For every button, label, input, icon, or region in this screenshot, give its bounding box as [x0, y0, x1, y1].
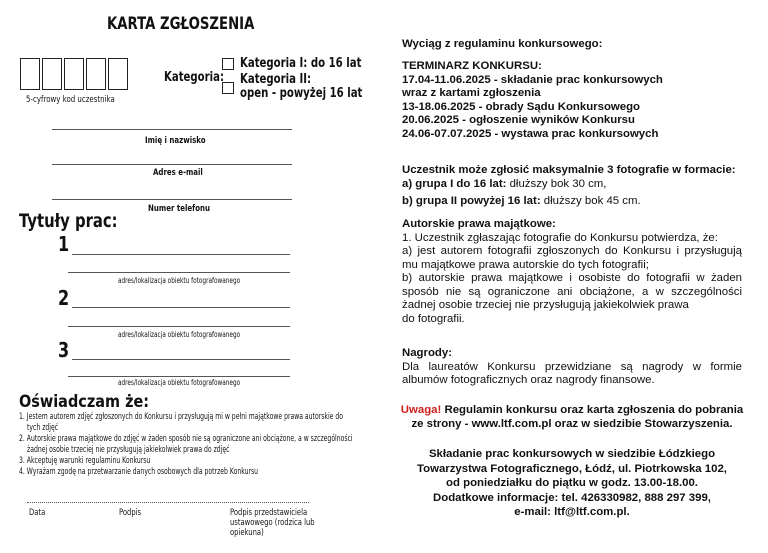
contact-line-1: Składanie prac konkursowych w siedzibie Łódzkiego: [428, 448, 716, 460]
contact-block: [398, 447, 746, 520]
phone-label: Numer telefonu: [148, 204, 211, 214]
rules-intro: Wyciąg z regulaminu konkursowego:: [402, 38, 603, 50]
contact-line-4: Dodatkowe informacje: tel. 426330982, 888 297 399,: [433, 491, 711, 504]
category-label: Kategoria:: [164, 70, 225, 85]
code-label: 5-cyfrowy kod uczestnika: [26, 95, 115, 105]
sig-guardian-label-3: opiekuna): [230, 528, 264, 538]
category-2-checkbox[interactable]: [222, 82, 234, 94]
code-digit-box-1[interactable]: [20, 58, 40, 90]
contact-line-3: od poniedziałku do piątku w godz. 13.00-18.00.: [446, 477, 698, 489]
copyright-p2: a) jest autorem fotografii zgłoszonych do Konkursu i przysługują mu majątkowe prawa autorskie do tych fotografii;: [402, 245, 742, 271]
category-1-checkbox[interactable]: [222, 58, 234, 70]
name-field-line[interactable]: [52, 129, 292, 130]
entry-3-number: 3: [58, 338, 70, 362]
email-label: Adres e-mail: [153, 168, 203, 178]
download-note: [398, 404, 746, 431]
entry-2-title-line[interactable]: [72, 307, 290, 308]
schedule-item-1-cont: wraz z kartami zgłoszenia: [402, 87, 541, 99]
code-digit-box-2[interactable]: [42, 58, 62, 90]
entry-1-title-line[interactable]: [72, 254, 290, 255]
schedule-item-1: 17.04-11.06.2025 - składanie prac konkursowych: [402, 73, 663, 86]
declaration-2-cont: żadnej osobie trzeciej nie przysługują jakiekolwiek prawa do zdjęć: [27, 445, 230, 455]
entry-2-address-line[interactable]: [68, 326, 290, 327]
prizes-block: [402, 347, 742, 388]
copyright-p1: 1. Uczestnik zgłaszając fotografie do Konkursu potwierdza, że:: [402, 231, 718, 244]
schedule-item-4: 24.06-07.07.2025 - wystawa prac konkursowych: [402, 127, 659, 140]
entry-3-title-line[interactable]: [72, 359, 290, 360]
entry-2-number: 2: [58, 286, 70, 310]
prizes-heading: Nagrody:: [402, 347, 452, 359]
phone-field-line[interactable]: [52, 199, 292, 200]
entry-3-caption: adres/lokalizacja obiektu fotografowanego: [118, 378, 241, 387]
entry-1-address-line[interactable]: [68, 272, 290, 273]
copyright-p3: b) autorskie prawa majątkowe i osobiste do fotografii w żaden sposób nie są ograniczone ani obciążone, a w szczególności żadnej osobie trzeciej nie przysługują jakiekolwiek prawa: [402, 272, 742, 311]
declare-heading: Oświadczam że:: [19, 392, 150, 412]
note-line-2: ze strony - www.ltf.com.pl oraz w siedzibie Stowarzyszenia.: [411, 417, 733, 430]
note-line-1: Regulamin konkursu oraz karta zgłoszenia do pobrania: [441, 404, 744, 416]
signature-line[interactable]: [27, 502, 309, 503]
format-heading: Uczestnik może zgłosić maksymalnie 3 fotografie w formacie:: [402, 164, 736, 176]
group-1-label: a) grupa I do 16 lat:: [402, 177, 507, 190]
sig-guardian-label-2: ustawowego (rodzica lub: [230, 518, 315, 528]
format-group-2: [402, 195, 742, 209]
declaration-3: 3. Akceptuję warunki regulaminu Konkursu: [19, 456, 151, 466]
category-1-label: Kategoria I: do 16 lat: [240, 56, 362, 71]
prizes-text: Dla laureatów Konkursu przewidziane są nagrody w formie albumów fotograficznych oraz nagrody finansowe.: [402, 360, 742, 386]
schedule-item-3: 20.06.2025 - ogłoszenie wyników Konkursu: [402, 114, 635, 126]
schedule-block: [402, 60, 742, 141]
declaration-1: 1. Jestem autorem zdjęć zgłoszonych do Konkursu i przysługują mi w pełni majątkowe prawa autorskie do: [19, 412, 343, 422]
sig-signature-label: Podpis: [119, 508, 142, 518]
category-2-label: Kategoria II:: [240, 72, 312, 87]
format-group-1: [402, 178, 742, 192]
declaration-2: 2. Autorskie prawa majątkowe do zdjęć w żaden sposób nie są ograniczone ani obciążone, a w szczególności: [19, 434, 353, 444]
sig-date-label: Data: [29, 508, 46, 518]
copyright-heading: Autorskie prawa majątkowe:: [402, 218, 556, 230]
schedule-heading: TERMINARZ KONKURSU:: [402, 60, 542, 72]
schedule-item-2: 13-18.06.2025 - obrady Sądu Konkursowego: [402, 100, 641, 113]
code-digit-box-5[interactable]: [108, 58, 128, 90]
entry-1-caption: adres/lokalizacja obiektu fotografowanego: [118, 276, 241, 285]
warning-label: Uwaga!: [400, 404, 442, 416]
category-2-sublabel: open - powyżej 16 lat: [240, 86, 363, 101]
group-1-value: dłuższy bok 30 cm,: [506, 177, 607, 190]
group-2-label: b) grupa II powyżej 16 lat:: [402, 195, 541, 207]
sig-guardian-label-1: Podpis przedstawiciela: [230, 508, 308, 518]
entry-3-address-line[interactable]: [68, 376, 290, 377]
name-label: Imię i nazwisko: [145, 136, 206, 146]
format-block: [402, 164, 742, 209]
code-digit-box-4[interactable]: [86, 58, 106, 90]
contact-line-2: Towarzystwa Fotograficznego, Łódź, ul. Piotrkowska 102,: [417, 462, 727, 475]
declaration-4: 4. Wyrażam zgodę na przetwarzanie danych osobowych dla potrzeb Konkursu: [19, 467, 259, 477]
copyright-block: [402, 218, 742, 326]
contact-line-5: e-mail: ltf@ltf.com.pl.: [514, 506, 630, 518]
entry-2-caption: adres/lokalizacja obiektu fotografowanego: [118, 330, 241, 339]
code-digit-box-3[interactable]: [64, 58, 84, 90]
entry-1-number: 1: [58, 232, 70, 256]
email-field-line[interactable]: [52, 164, 292, 165]
titles-heading: Tytuły prac:: [19, 210, 118, 232]
group-2-value: dłuższy bok 45 cm.: [540, 195, 641, 207]
declaration-1-cont: tych zdjęć: [27, 423, 59, 433]
form-title: KARTA ZGŁOSZENIA: [107, 14, 255, 34]
copyright-p4: do fotografii.: [402, 312, 465, 325]
